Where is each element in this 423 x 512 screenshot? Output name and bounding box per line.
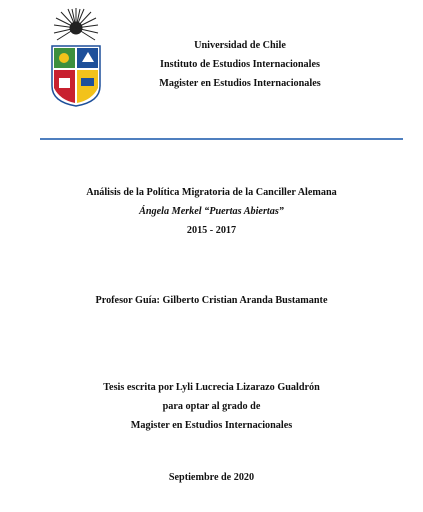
thesis-line-3: Magister en Estudios Internacionales bbox=[130, 420, 293, 431]
date-block bbox=[0, 468, 423, 487]
advisor-block bbox=[0, 291, 423, 310]
thesis-line-2: para optar al grado de bbox=[162, 401, 261, 412]
advisor-line: Profesor Guía: Gilberto Cristian Aranda Bustamante bbox=[95, 295, 328, 306]
thesis-statement bbox=[0, 378, 423, 435]
university-shield-icon bbox=[52, 46, 100, 106]
thesis-line-1: Tesis escrita por Lyli Lucrecia Lizarazo Gualdrón bbox=[103, 382, 320, 393]
title-years: 2015 - 2017 bbox=[186, 225, 237, 236]
university-logo bbox=[46, 6, 106, 108]
header-divider bbox=[40, 138, 403, 140]
thesis-title bbox=[0, 183, 423, 240]
sun-icon bbox=[54, 8, 98, 40]
university-name: Universidad de Chile bbox=[194, 40, 286, 51]
program-name: Magister en Estudios Internacionales bbox=[159, 78, 321, 89]
institution-header bbox=[110, 36, 370, 93]
title-line-2: Ángela Merkel “Puertas Abiertas” bbox=[139, 206, 284, 217]
institute-name: Instituto de Estudios Internacionales bbox=[160, 59, 320, 70]
thesis-date: Septiembre de 2020 bbox=[168, 472, 255, 483]
title-line-1: Análisis de la Política Migratoria de la Canciller Alemana bbox=[86, 187, 337, 198]
